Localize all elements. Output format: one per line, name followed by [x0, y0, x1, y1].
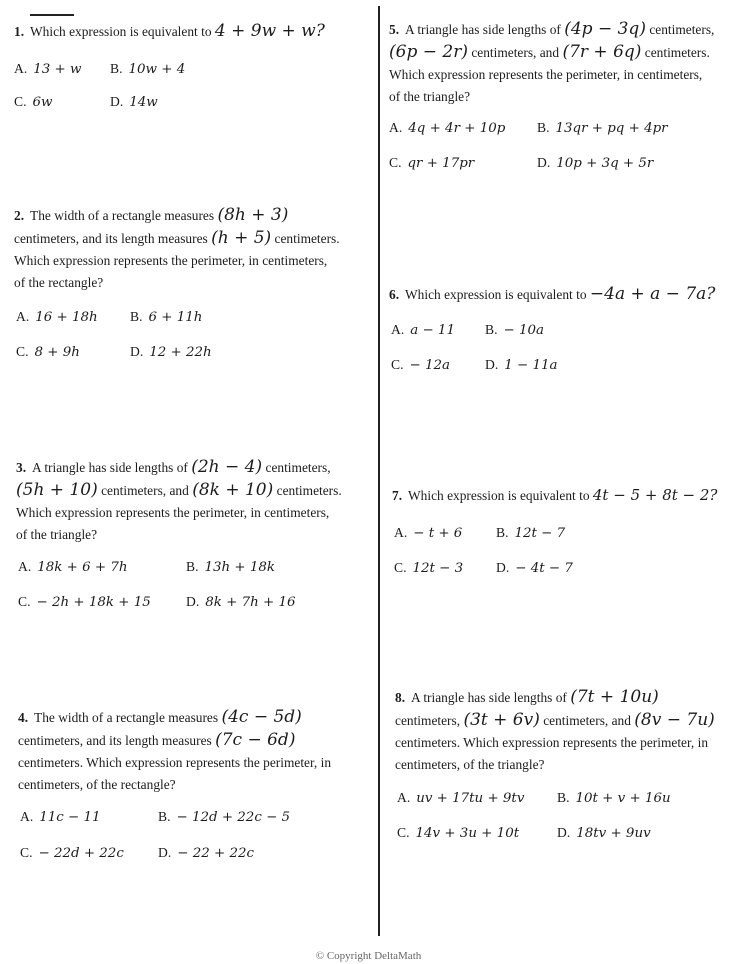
option-c[interactable]: C. − 22d + 22c	[20, 845, 124, 861]
expression: 4t − 5 + 8t − 2?	[592, 486, 718, 504]
option-d[interactable]: D. 1 − 11a	[485, 357, 558, 373]
option-d[interactable]: D. − 4t − 7	[496, 560, 573, 576]
option-b[interactable]: B. 12t − 7	[496, 525, 566, 541]
option-a[interactable]: A. 13 + w	[14, 61, 82, 77]
option-b[interactable]: B. 13h + 18k	[186, 559, 276, 575]
option-a[interactable]: A. − t + 6	[394, 525, 463, 541]
option-a[interactable]: A. 4q + 4r + 10p	[389, 120, 506, 136]
option-a[interactable]: A. a − 11	[391, 322, 455, 338]
question-1: 1. Which expression is equivalent to 4 + 9w + w?	[14, 21, 325, 41]
question-2: 2. The width of a rectangle measures (8h + 3) centimeters, and its length measures (h + 5) centimeters. Which expression represents the perimeter, in centimeters, of the rectangle?	[14, 205, 340, 290]
copyright-footer: © Copyright DeltaMath	[315, 950, 422, 962]
option-c[interactable]: C. − 2h + 18k + 15	[18, 594, 151, 610]
option-a[interactable]: A. 16 + 18h	[16, 309, 98, 325]
option-d[interactable]: D. 18tv + 9uv	[557, 825, 651, 841]
question-6: 6. Which expression is equivalent to −4a + a − 7a?	[389, 284, 716, 304]
option-d[interactable]: D. − 22 + 22c	[158, 845, 255, 861]
option-d[interactable]: D. 14w	[110, 94, 158, 110]
option-a[interactable]: A. 18k + 6 + 7h	[18, 559, 128, 575]
option-c[interactable]: C. 8 + 9h	[16, 344, 80, 360]
option-d[interactable]: D. 10p + 3q + 5r	[537, 155, 654, 171]
top-rule	[30, 14, 74, 16]
column-divider	[378, 6, 380, 936]
option-a[interactable]: A. uv + 17tu + 9tv	[397, 790, 525, 806]
expression: −4a + a − 7a?	[589, 284, 716, 304]
option-d[interactable]: D. 8k + 7h + 16	[186, 594, 296, 610]
option-b[interactable]: B. 13qr + pq + 4pr	[537, 120, 668, 136]
option-b[interactable]: B. 6 + 11h	[130, 309, 203, 325]
question-7: 7. Which expression is equivalent to 4t − 5 + 8t − 2?	[392, 486, 718, 504]
question-3: 3. A triangle has side lengths of (2h − 4) centimeters, (5h + 10) centimeters, and (8k + 10) centimeters. Which expression represents the perimeter, in centimeters, of the triangle?	[16, 457, 342, 542]
option-c[interactable]: C. 12t − 3	[394, 560, 464, 576]
option-b[interactable]: B. − 12d + 22c − 5	[158, 809, 291, 825]
option-b[interactable]: B. − 10a	[485, 322, 544, 338]
option-c[interactable]: C. − 12a	[391, 357, 450, 373]
option-d[interactable]: D. 12 + 22h	[130, 344, 212, 360]
option-a[interactable]: A. 11c − 11	[20, 809, 101, 825]
question-4: 4. The width of a rectangle measures (4c − 5d) centimeters, and its length measures (7c − 6d) centimeters. Which expression represents the perimeter, in centimeters, of the rectangle?	[18, 707, 332, 792]
question-5: 5. A triangle has side lengths of (4p − 3q) centimeters, (6p − 2r) centimeters, and (7r + 6q) centimeters. Which expression represents the perimeter, in centimeters, of the triangle?	[389, 19, 715, 104]
expression: 4 + 9w + w?	[214, 21, 325, 41]
option-c[interactable]: C. 14v + 3u + 10t	[397, 825, 520, 841]
option-b[interactable]: B. 10t + v + 16u	[557, 790, 671, 806]
option-c[interactable]: C. 6w	[14, 94, 53, 110]
option-c[interactable]: C. qr + 17pr	[389, 155, 475, 171]
option-b[interactable]: B. 10w + 4	[110, 61, 186, 77]
question-8: 8. A triangle has side lengths of (7t + 10u) centimeters, (3t + 6v) centimeters, and (8v − 7u) centimeters. Which expression represents the perimeter, in centimeters, of the triangle?	[395, 687, 715, 772]
